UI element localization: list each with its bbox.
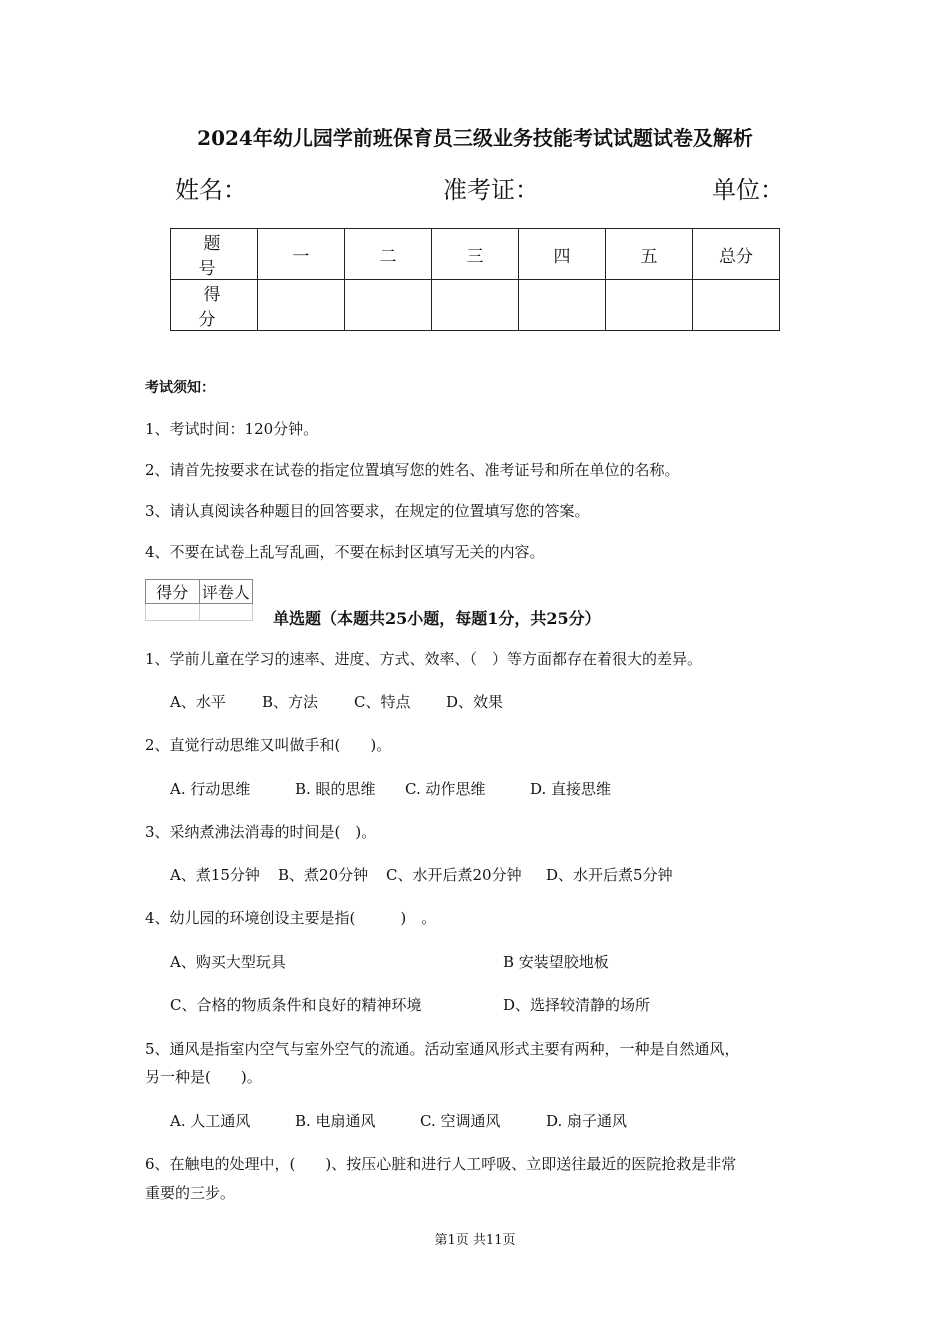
grader-box-score-label: 得分 (146, 580, 200, 604)
question-2-option-d: D. 直接思维 (530, 780, 612, 798)
score-table-header-5: 五 (606, 229, 693, 280)
question-4-option-a: A、购买大型玩具 (170, 953, 286, 971)
exam-id-field-label: 准考证： (443, 176, 539, 204)
grader-score-cell[interactable] (146, 604, 200, 621)
score-cell-5[interactable] (606, 280, 693, 331)
question-2-stem: 2、直觉行动思维又叫做手和( )。 (145, 736, 392, 754)
question-1-stem: 1、学前儿童在学习的速率、进度、方式、效率、（ ）等方面都存在着很大的差异。 (145, 650, 703, 668)
grader-name-cell[interactable] (199, 604, 253, 621)
question-5-option-c: C. 空调通风 (420, 1112, 501, 1130)
question-3-option-a: A、煮15分钟 (170, 866, 260, 884)
question-6-stem-line-2: 重要的三步。 (145, 1184, 236, 1202)
score-table-header-4: 四 (519, 229, 606, 280)
question-3-option-c: C、水开后煮20分钟 (386, 866, 522, 884)
score-cell-3[interactable] (432, 280, 519, 331)
notice-item-4: 4、不要在试卷上乱写乱画，不要在标封区填写无关的内容。 (145, 543, 545, 561)
question-4-option-c: C、合格的物质条件和良好的精神环境 (170, 996, 422, 1014)
question-5-stem-line-2: 另一种是( )。 (145, 1068, 262, 1086)
page-footer: 第1页 共11页 (434, 1233, 516, 1248)
score-table-header-row (171, 229, 780, 280)
score-table-row-label: 得 分 (171, 280, 258, 331)
score-cell-4[interactable] (519, 280, 606, 331)
question-3-stem: 3、采纳煮沸法消毒的时间是( )。 (145, 823, 377, 841)
score-table-score-row (171, 280, 780, 331)
question-5-option-a: A. 人工通风 (170, 1112, 251, 1130)
notice-item-1: 1、考试时间：120分钟。 (145, 420, 319, 438)
section-title: 单选题（本题共25小题，每题1分，共25分） (273, 609, 601, 628)
notice-item-3: 3、请认真阅读各种题目的回答要求，在规定的位置填写您的答案。 (145, 502, 590, 520)
notice-heading: 考试须知： (145, 380, 215, 396)
score-table-header-total: 总分 (693, 229, 780, 280)
question-1-option-b: B、方法 (262, 693, 319, 711)
question-4-option-b: B 安装望胶地板 (503, 953, 609, 971)
question-5-option-d: D. 扇子通风 (546, 1112, 628, 1130)
question-4-option-d: D、选择较清静的场所 (503, 996, 651, 1014)
grader-box-header-row (146, 580, 253, 604)
score-cell-total[interactable] (693, 280, 780, 331)
document-title: 2024年幼儿园学前班保育员三级业务技能考试试题试卷及解析 (197, 126, 753, 150)
score-cell-1[interactable] (258, 280, 345, 331)
score-cell-2[interactable] (345, 280, 432, 331)
score-table-header-label: 题 号 (171, 229, 258, 280)
score-table-header-2: 二 (345, 229, 432, 280)
unit-field-label: 单位： (712, 176, 784, 204)
notice-item-2: 2、请首先按要求在试卷的指定位置填写您的姓名、准考证号和所在单位的名称。 (145, 461, 680, 479)
grader-box (145, 579, 253, 621)
question-2-option-c: C. 动作思维 (405, 780, 486, 798)
score-table-header-3: 三 (432, 229, 519, 280)
question-1-option-c: C、特点 (354, 693, 411, 711)
question-2-option-a: A. 行动思维 (170, 780, 251, 798)
question-1-option-a: A、水平 (170, 693, 226, 711)
question-1-option-d: D、效果 (446, 693, 504, 711)
question-5-option-b: B. 电扇通风 (295, 1112, 376, 1130)
question-3-option-b: B、煮20分钟 (278, 866, 369, 884)
score-table (170, 228, 780, 331)
question-3-option-d: D、水开后煮5分钟 (546, 866, 673, 884)
question-2-option-b: B. 眼的思维 (295, 780, 376, 798)
name-field-label: 姓名： (175, 176, 247, 204)
grader-box-grader-label: 评卷人 (199, 580, 253, 604)
question-4-stem: 4、幼儿园的环境创设主要是指( ) 。 (145, 909, 437, 927)
question-6-stem-line-1: 6、在触电的处理中，( )、按压心脏和进行人工呼吸、立即送往最近的医院抢救是非常 (145, 1155, 737, 1173)
question-5-stem-line-1: 5、通风是指室内空气与室外空气的流通。活动室通风形式主要有两种，一种是自然通风， (145, 1040, 740, 1058)
grader-box-input-row (146, 604, 253, 621)
score-table-header-1: 一 (258, 229, 345, 280)
